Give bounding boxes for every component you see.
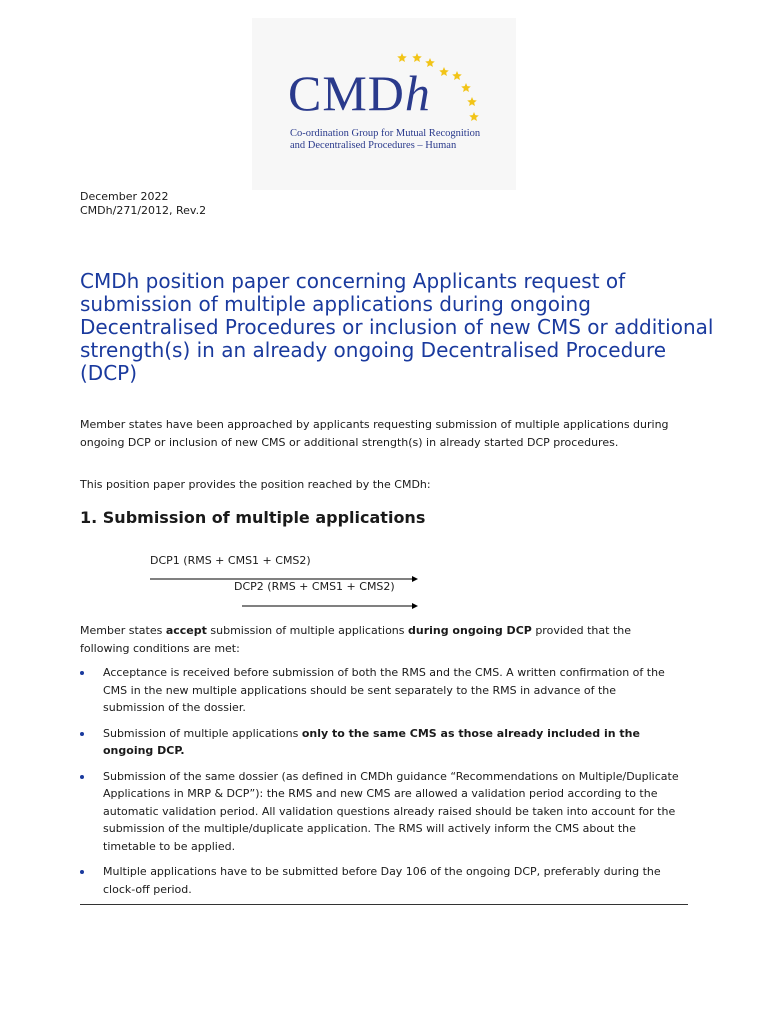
star-icon — [461, 83, 471, 92]
document-date: December 2022 — [80, 190, 169, 203]
dcp2-label: DCP2 (RMS + CMS1 + CMS2) — [234, 580, 395, 593]
logo-wordmark: CMDh — [288, 65, 431, 121]
list-item: Submission of multiple applications only to the same CMS as those already included in the ongoing DCP. — [80, 725, 680, 760]
section-heading: 1. Submission of multiple applications — [80, 508, 426, 527]
star-icon — [469, 112, 479, 121]
list-item: Multiple applications have to be submitted before Day 106 of the ongoing DCP, preferably during the clock-off period. — [80, 863, 680, 898]
logo-tagline: Co-ordination Group for Mutual Recognition and Decentralised Procedures – Human — [290, 128, 481, 151]
star-icon — [439, 67, 449, 76]
page-title: CMDh position paper concerning Applicants request of submission of multiple applications during ongoing Decentralised Procedures or inclusion of new CMS or additional strength(s) in an already ongoing Decentralised Procedure (DCP) — [80, 269, 714, 385]
conditions-list — [80, 664, 680, 906]
document-meta — [80, 190, 206, 218]
bullet-icon — [80, 732, 84, 736]
bullet-icon — [80, 870, 84, 874]
document-reference: CMDh/271/2012, Rev.2 — [80, 204, 207, 217]
dcp2-arrow-icon — [242, 601, 422, 611]
conditions-lead: Member states accept submission of multiple applications during ongoing DCP provided that the following conditions are met: — [80, 624, 631, 655]
star-icon — [397, 53, 407, 62]
star-icon — [452, 71, 462, 80]
star-icon — [467, 97, 477, 106]
dcp1-label: DCP1 (RMS + CMS1 + CMS2) — [150, 554, 311, 567]
intro-position-paragraph: This position paper provides the position reached by the CMDh: — [80, 478, 431, 491]
intro-paragraph: Member states have been approached by applicants requesting submission of multiple applications during ongoing DCP or inclusion of new CMS or additional strength(s) in already started DCP procedures. — [80, 418, 669, 449]
bullet-icon — [80, 671, 84, 675]
list-item: Acceptance is received before submission of both the RMS and the CMS. A written confirmation of the CMS in the new multiple applications should be sent separately to the RMS in advance of the submission of the dossier. — [80, 664, 680, 717]
list-item: Submission of the same dossier (as defined in CMDh guidance “Recommendations on Multiple/Duplicate Applications in MRP & DCP”): the RMS and new CMS are allowed a validation period according to the automatic validation period. All validation questions already raised should be taken into account for the submission of the multiple/duplicate application. The RMS will actively inform the CMS about the timetable to be applied. — [80, 768, 680, 856]
star-icon — [412, 53, 422, 62]
bullet-icon — [80, 775, 84, 779]
cmdh-logo — [252, 18, 516, 190]
footer-divider — [80, 904, 688, 905]
